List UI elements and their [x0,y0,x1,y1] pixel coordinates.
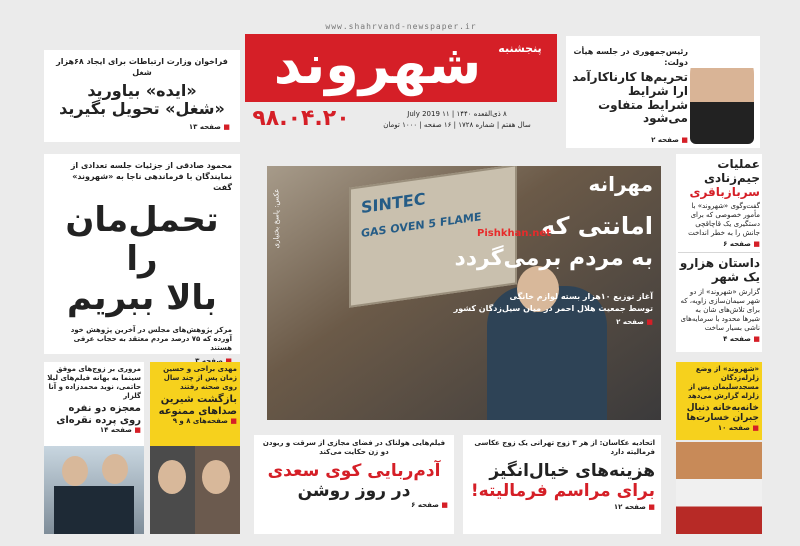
operation-story[interactable] [678,158,760,248]
jobs-kicker: فراخوان وزارت ارتباطات برای ایجاد ۶۸هزار شغل [56,57,228,77]
president-photo [690,44,754,144]
photo-headline-1: امانتی که [540,212,653,240]
singer-face-2 [202,460,230,494]
president-text [572,46,688,144]
cinema-headline-2: روی پرده نقره‌ای [56,414,141,426]
kidnapping-kicker: فیلم‌هایی هولناک در فضای مجازی از سرقت و ربودن دو زن حکایت می‌کند [262,439,446,456]
cities-headline: داستان هزارو یک شهر [679,256,760,285]
issue-meta-2: سال هفتم | شماره ۱۷۲۸ | ۱۶ صفحه | ۱۰۰۰ تومان [383,121,531,129]
cinema-headline-1: معجزه دو نفره [68,403,141,414]
kidnapping-headline-1: آدم‌ربایی کوی سعدی [267,461,441,481]
masthead-day: پنجشنبه [498,42,542,55]
earthquake-headline-2: جبران خسارت‌ها [686,413,759,424]
earthquake-kicker: «شهروند» از وضع زلزله‌زدگان مسجدسلیمان پس از زلزله گزارش می‌دهد [687,365,759,400]
operation-page: ■ صفحه ۶ [678,240,760,248]
jobs-headline-1: «ایده» بیاورید [87,81,197,100]
operation-body: گفت‌وگوی «شهروند» با مأمور خصوصی که برای دستگیری یک قاچاقچی جانش را به خطر انداخت [688,202,760,238]
president-headline-2: شرایط متفاوت می‌شود [598,97,688,126]
issue-meta-1: ۸ ذی‌القعده ۱۴۴۰ | ۱۱ July 2019 [407,110,507,118]
formalite-story[interactable] [463,435,661,534]
earthquake-page: ■ صفحه ۱۰ [679,424,759,432]
carton-model: GAS OVEN 5 FLAME [361,210,482,241]
operation-headline-red: سربازباقری [689,184,760,199]
cities-story[interactable] [678,257,760,343]
carton-brand: SINTEC [361,189,426,218]
music-headline-1: بازگشت شیرین [160,394,237,405]
lead-photo[interactable] [267,166,661,420]
earthquake-story[interactable] [676,362,762,440]
earthquake-photo [676,442,762,534]
singer-face-1 [158,460,186,494]
music-page: ■ صفحه‌های ۸ و ۹ [153,417,237,425]
actor-face-2 [102,454,128,484]
kidnapping-page: ■ صفحه ۶ [260,501,448,509]
photo-caption-2: توسط جمعیت هلال احمر در میان سیل‌زدگان کشور [453,304,653,313]
operation-headline: عملیات جیم‌زنادی [703,157,760,185]
cinema-photo [44,446,144,534]
cinema-kicker: مروری بر زوج‌های موفق سینما به بهانه فیلم‌های لیلا حاتمی، نوید محمدزاده و آنا گلزار [47,365,141,400]
formalite-kicker: اتحادیه عکاسان: از هر ۳ زوج تهرانی یک زوج عکاسی فرمالیته دارد [474,439,655,456]
formalite-headline-1: هزینه‌های خیال‌انگیز [489,461,655,481]
site-url[interactable]: www.shahrvand-newspaper.ir [325,22,477,31]
jobs-headline-2: «شغل» تحویل بگیرید [59,99,225,119]
photo-caption-1: آغاز توزیع ۱۰هزار بسته لوازم خانگی [509,292,653,301]
police-headline-1: تحمل‌مان را [65,200,219,280]
formalite-headline-2: برای مراسم فرمالیته! [470,480,655,501]
police-body: مرکز پژوهش‌های مجلس در آخرین پژوهش خود آورده که ۷۵ درصد مردم معتقد به حجاب عرفی هستند [70,326,232,353]
issue-date: ۹۸.۰۴.۲۰ [252,106,350,131]
photo-headline-2: به مردم برمی‌گردد [454,246,653,271]
photo-page: ■ صفحه ۲ [427,318,653,326]
earthquake-headline-1: خانه‌به‌خانه دنبال [686,403,759,413]
actor-body [54,486,134,534]
divider [678,252,760,253]
jobs-page: ■ صفحه ۱۳ [54,123,230,131]
formalite-page: ■ صفحه ۱۲ [469,503,655,511]
photo-credit: عکس: پاسخ بختیاری [272,188,281,249]
president-page: ■ صفحه ۲ [572,136,688,144]
masthead-logo [245,34,557,102]
actor-face-1 [62,456,88,486]
music-headline-2: صداهای ممنوعه [158,405,237,417]
photo-tag: مهرانه [588,172,653,196]
police-headline-2: بالا ببریم [67,278,217,319]
photo-watermark: Pishkhan.net [477,228,551,239]
music-kicker: مهدی براحی و حسین زمان پس از چند سال روی صحنه رفتند [163,365,237,391]
jobs-story[interactable] [44,50,240,142]
cities-body: گزارش «شهروند» از دو شهر سیمان‌سازی زاویه، که برای تلاش‌های شان به شیرها محدود با سرمایه‌های ناشی بسیار ساخت [680,287,760,332]
singers-photo [150,446,240,534]
cities-page: ■ صفحه ۴ [678,335,760,343]
kidnapping-story[interactable] [254,435,454,534]
masthead-title: شهروند [273,33,482,96]
police-kicker: محمود صادقی از جزئیات جلسه تعدادی از نمایندگان با فرماندهی ناجا به «شهروند» گفت [70,161,232,192]
masthead [245,22,557,142]
police-story[interactable] [44,154,240,354]
music-story[interactable] [150,362,240,446]
president-story[interactable] [566,36,760,148]
president-headline-1: تحریم‌ها کارنا‌کارآمد ارا شرایط [572,70,688,98]
president-kicker: رئیس‌جمهوری در جلسه هیأت دولت: [573,47,688,67]
kidnapping-headline-2: در روز روشن [297,480,411,501]
cinema-story[interactable] [44,362,144,446]
right-column [676,154,762,352]
cinema-page: ■ صفحه ۱۴ [47,426,141,434]
